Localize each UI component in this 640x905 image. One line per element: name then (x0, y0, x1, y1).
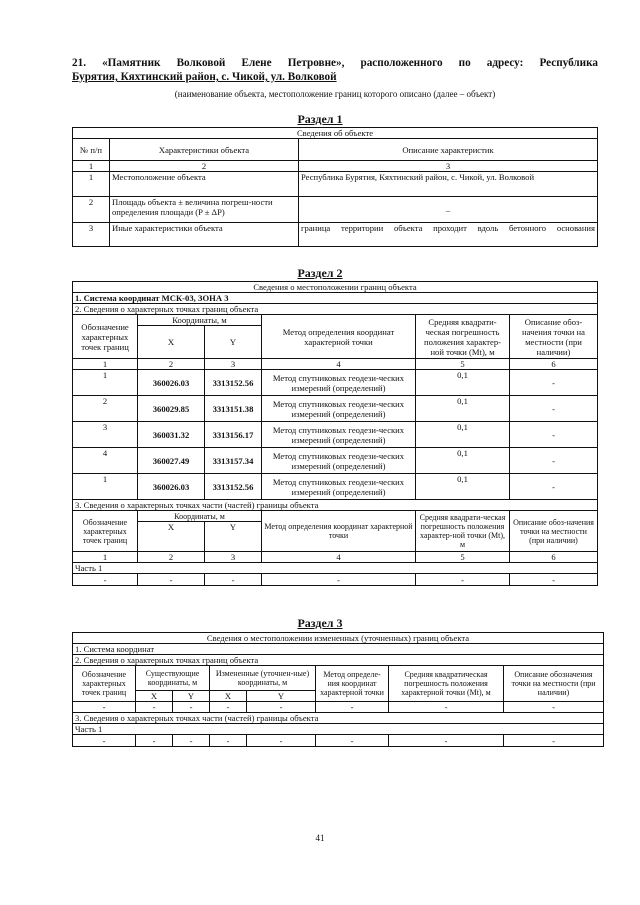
column-index: 2 (138, 359, 205, 370)
subsection-title: 3. Сведения о характерных точках части (частей) границы объекта (73, 713, 604, 724)
coordinate-system: 1. Система координат МСК-03, ЗОНА 3 (73, 293, 598, 304)
column-header: Средняя квадрати-ческая погрешность положения характер-ной точки (Mt), м (416, 511, 510, 552)
column-header: Описание обоз-начения точки на местности (при наличии) (510, 315, 598, 359)
column-index: 6 (510, 552, 598, 563)
column-header: Описание обоз-начения точки на местности (при наличии) (510, 511, 598, 552)
column-header: Измененные (уточнен-ные) координаты, м (210, 666, 316, 691)
table-title: Сведения о местоположении границ объекта (73, 282, 598, 293)
coordinate-system: 1. Система координат (73, 644, 604, 655)
part-label: Часть 1 (73, 724, 604, 735)
section-2-title: Раздел 2 (297, 266, 343, 280)
table-row: 2 Площадь объекта ± величина погреш-ности определения площади (P ± ΔP) – (73, 197, 598, 223)
column-index: 1 (73, 552, 138, 563)
column-header: Координаты, м (138, 315, 262, 326)
column-header: Характеристики объекта (110, 139, 299, 161)
column-index: 4 (262, 552, 416, 563)
column-index: 3 (299, 161, 598, 172)
subsection-title: 2. Сведения о характерных точках границ объекта (73, 304, 598, 315)
table-title: Сведения об объекте (73, 128, 598, 139)
table-row: 1 360026.03 3313152.56 Метод спутниковых геодези-ческих измерений (определений) 0,1 - (73, 474, 598, 500)
column-header: Координаты, м (138, 511, 262, 522)
column-index: 2 (110, 161, 299, 172)
column-header: Метод определе-ния координат характерной точки (316, 666, 389, 702)
section-3-table (72, 632, 604, 747)
column-index: 1 (73, 359, 138, 370)
column-index: 2 (138, 552, 205, 563)
column-index: 3 (205, 359, 262, 370)
section-1-table (72, 127, 598, 247)
column-header: Y (247, 691, 316, 702)
column-header: Описание обозначения точки на местности (при наличии) (504, 666, 604, 702)
subsection-title: 3. Сведения о характерных точках части (частей) границы объекта (73, 500, 598, 511)
table-row: 1 360026.03 3313152.56 Метод спутниковых геодези-ческих измерений (определений) 0,1 - (73, 370, 598, 396)
column-header: Описание характеристик (299, 139, 598, 161)
section-2-table (72, 281, 598, 586)
table-row: 4 360027.49 3313157.34 Метод спутниковых геодези-ческих измерений (определений) 0,1 - (73, 448, 598, 474)
section-1-title: Раздел 1 (297, 112, 343, 126)
subsection-title: 2. Сведения о характерных точках границ объекта (73, 655, 604, 666)
section-3-title: Раздел 3 (297, 616, 343, 630)
column-header: Обозначение характерных точек границ (73, 666, 136, 702)
column-index: 5 (416, 552, 510, 563)
table-title: Сведения о местоположении измененных (уточненных) границ объекта (73, 633, 604, 644)
column-header: № п/п (73, 139, 110, 161)
column-index: 1 (73, 161, 110, 172)
table-row: 3 360031.32 3313156.17 Метод спутниковых геодези-ческих измерений (определений) 0,1 - (73, 422, 598, 448)
column-header: Средняя квадратическая погрешность положения характерной точки (Mt), м (389, 666, 504, 702)
column-index: 5 (416, 359, 510, 370)
table-row: - - - - - - (73, 574, 598, 586)
part-label: Часть 1 (73, 563, 598, 574)
column-index: 3 (205, 552, 262, 563)
heading-caption: (наименование объекта, местоположение границ которого описано (далее – объект) (174, 89, 496, 99)
column-header: X (210, 691, 247, 702)
table-row: 3 Иные характеристики объекта граница территории объекта проходит вдоль бетонного основания (73, 223, 598, 247)
document-heading (72, 56, 598, 84)
column-header: Метод определения координат характерной точки (262, 511, 416, 552)
table-row: 1 Местоположение объекта Республика Бурятия, Кяхтинский район, с. Чикой, ул. Волковой (73, 172, 598, 197)
column-header: Метод определения координат характерной точки (262, 315, 416, 359)
heading-line-1: 21. «Памятник Волковой Елене Петровне», расположенного по адресу: Республика (72, 57, 598, 69)
column-header: Существующие координаты, м (136, 666, 210, 691)
column-header: Y (205, 326, 262, 359)
column-header: Y (205, 522, 262, 552)
column-index: 4 (262, 359, 416, 370)
table-row: - - - - - - - - (73, 702, 604, 713)
column-header: X (136, 691, 173, 702)
table-row: - - - - - - - - (73, 735, 604, 747)
heading-line-2: Бурятия, Кяхтинский район, с. Чикой, ул. Волковой (72, 71, 337, 83)
column-index: 6 (510, 359, 598, 370)
column-header: Обозначение характерных точек границ (73, 315, 138, 359)
column-header: X (138, 326, 205, 359)
column-header: Y (173, 691, 210, 702)
page-number: 41 (315, 833, 325, 843)
column-header: Средняя квадрати-ческая погрешность положения характер-ной точки (Mt), м (416, 315, 510, 359)
table-row: 2 360029.85 3313151.38 Метод спутниковых геодези-ческих измерений (определений) 0,1 - (73, 396, 598, 422)
column-header: X (138, 522, 205, 552)
column-header: Обозначение характерных точек границ (73, 511, 138, 552)
